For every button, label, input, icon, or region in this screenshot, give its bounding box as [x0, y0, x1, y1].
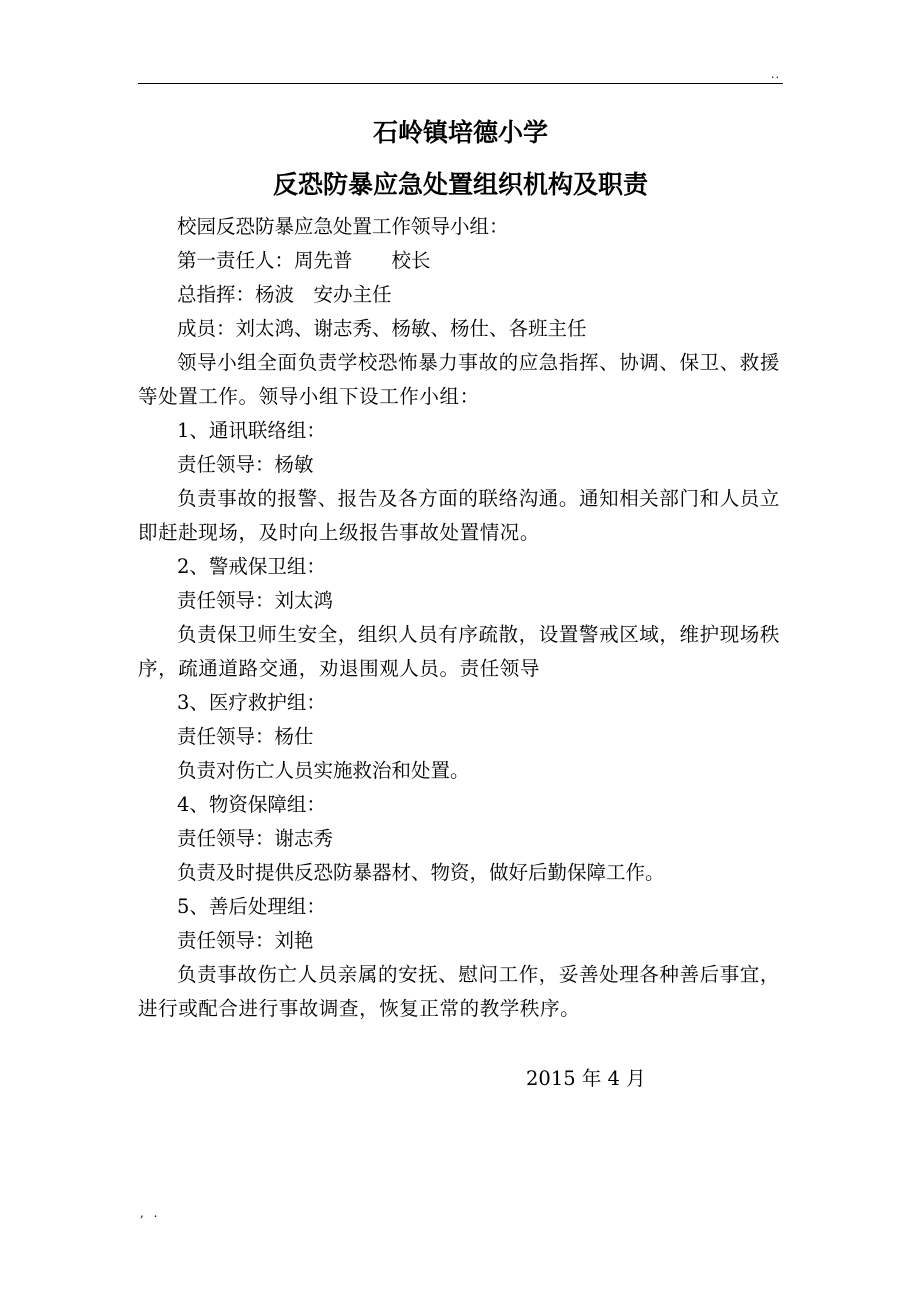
paragraph: 负责事故的报警、报告及各方面的联络沟通。通知相关部门和人员立即赶赴现场，及时向上级报告事故处置情况。: [138, 487, 781, 544]
document-date: 2015 年 4 月: [526, 1067, 646, 1090]
footer-mark: , .: [140, 1206, 161, 1220]
paragraph: 负责对伤亡人员实施救治和处置。: [177, 759, 470, 782]
paragraph: 1、通讯联络组：: [177, 419, 326, 442]
header-mark: ..: [771, 68, 780, 81]
paragraph: 领导小组全面负责学校恐怖暴力事故的应急指挥、协调、保卫、救援等处置工作。领导小组下设工作小组：: [138, 351, 781, 408]
paragraph: 负责事故伤亡人员亲属的安抚、慰问工作，妥善处理各种善后事宜，进行或配合进行事故调查，恢复正常的教学秩序。: [138, 963, 781, 1020]
document-title: 反恐防暴应急处置组织机构及职责: [272, 170, 648, 199]
paragraph: 成员：刘太鸿、谢志秀、杨敏、杨仕、各班主任: [177, 317, 587, 340]
paragraph: 责任领导：刘艳: [177, 929, 314, 952]
paragraph: 责任领导：杨仕: [177, 725, 314, 748]
paragraph: 第一责任人：周先普 校长: [177, 249, 431, 272]
paragraph: 5、善后处理组：: [177, 895, 326, 918]
paragraph: 校园反恐防暴应急处置工作领导小组：: [177, 215, 509, 238]
paragraph: 2、警戒保卫组：: [177, 555, 326, 578]
paragraph: 责任领导：杨敏: [177, 453, 314, 476]
school-title: 石岭镇培德小学: [372, 118, 548, 147]
header-rule: [138, 83, 783, 84]
document-body: [138, 210, 783, 1026]
paragraph: 总指挥：杨波 安办主任: [177, 283, 392, 306]
paragraph: 责任领导：刘太鸿: [177, 589, 334, 612]
paragraph: 负责及时提供反恐防暴器材、物资，做好后勤保障工作。: [177, 861, 665, 884]
paragraph: 3、医疗救护组：: [177, 691, 326, 714]
paragraph: 4、物资保障组：: [177, 793, 326, 816]
paragraph: 责任领导：谢志秀: [177, 827, 334, 850]
paragraph: 负责保卫师生安全，组织人员有序疏散，设置警戒区域，维护现场秩序，疏通道路交通，劝退围观人员。责任领导: [138, 623, 781, 680]
